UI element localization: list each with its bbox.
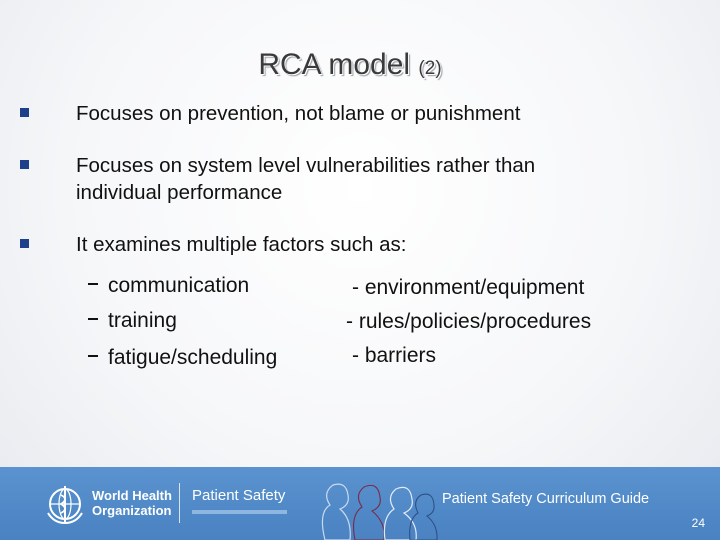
- title-sub: (2): [418, 58, 442, 79]
- factor-left-3: fatigue/scheduling: [88, 346, 277, 370]
- dash-icon: [88, 283, 98, 285]
- slide-title: [0, 48, 700, 82]
- factor-left-1: communication: [88, 274, 249, 298]
- who-name: World Health Organization: [92, 488, 172, 518]
- factor-right-2: - rules/policies/procedures: [346, 310, 592, 333]
- people-silhouettes-icon: [300, 467, 450, 540]
- bullet-2-line-2: individual performance: [76, 181, 283, 204]
- curriculum-guide-label: Patient Safety Curriculum Guide: [442, 491, 650, 507]
- patient-safety-logo: Patient Safety: [192, 487, 286, 504]
- square-bullet-icon: [20, 239, 29, 248]
- dash-icon: [88, 355, 98, 357]
- factor-right-1: - environment/equipment: [352, 276, 585, 299]
- factor-left-2: training: [88, 309, 177, 333]
- footer-divider: [179, 483, 180, 523]
- title-main: RCA model: [258, 48, 411, 81]
- bullet-1-text: Focuses on prevention, not blame or punishment: [76, 102, 521, 125]
- patient-safety-tagline-bar: [192, 510, 287, 514]
- page-number: 24: [691, 516, 705, 530]
- dash-icon: [88, 318, 98, 320]
- bullet-2-line-1: Focuses on system level vulnerabilities rather than: [76, 154, 536, 177]
- factor-right-3: - barriers: [352, 344, 437, 367]
- footer-bar: [0, 467, 720, 540]
- who-emblem-icon: [44, 483, 86, 525]
- bullet-2-text: [76, 152, 676, 206]
- square-bullet-icon: [20, 160, 29, 169]
- bullet-3-text: It examines multiple factors such as:: [76, 233, 407, 256]
- square-bullet-icon: [20, 108, 29, 117]
